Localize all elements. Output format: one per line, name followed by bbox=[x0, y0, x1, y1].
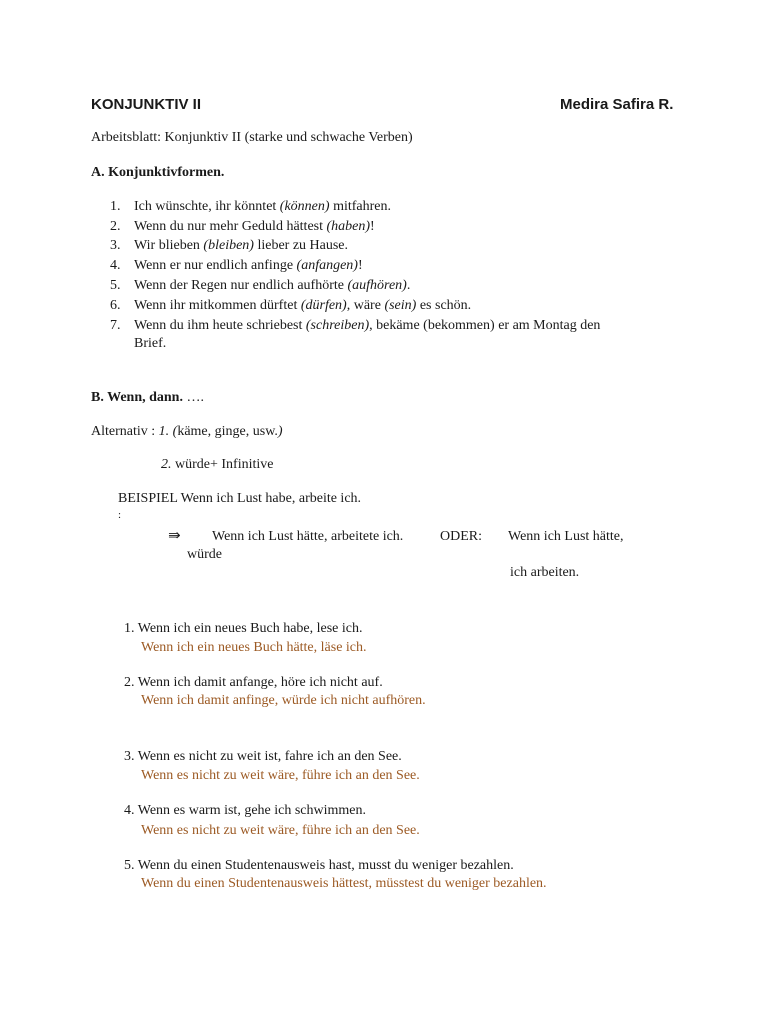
list-item: 6. Wenn ihr mitkommen dürftet (dürfen), wäre (sein) es schön. bbox=[110, 298, 472, 313]
alternative-1: Alternativ : 1. (käme, ginge, usw.) bbox=[91, 424, 283, 439]
section-b-title: B. Wenn, dann. …. bbox=[91, 390, 204, 405]
exercise-answer: Wenn du einen Studentenausweis hättest, müsstest du weniger bezahlen. bbox=[141, 876, 547, 891]
example-answer-b-wurde: würde bbox=[187, 547, 222, 562]
list-item-continuation: Brief. bbox=[134, 336, 167, 351]
exercise-answer: Wenn ich ein neues Buch hätte, läse ich. bbox=[141, 640, 367, 655]
exercise-answer: Wenn ich damit anfinge, würde ich nicht aufhören. bbox=[141, 693, 426, 708]
section-a-title: A. Konjunktivformen. bbox=[91, 165, 225, 180]
exercise-question: 5. Wenn du einen Studentenausweis hast, musst du weniger bezahlen. bbox=[124, 858, 514, 873]
right-arrow-icon: ⇛ bbox=[168, 526, 181, 544]
author-name: Medira Safira R. bbox=[560, 96, 674, 113]
example-answer-a: Wenn ich Lust hätte, arbeitete ich. bbox=[212, 529, 404, 544]
list-item: 1. Ich wünschte, ihr könntet (können) mitfahren. bbox=[110, 199, 391, 214]
oder-label: ODER: bbox=[440, 529, 482, 544]
example-colon: : bbox=[118, 509, 122, 521]
list-item: 4. Wenn er nur endlich anfinge (anfangen)! bbox=[110, 258, 363, 273]
exercise-question: 2. Wenn ich damit anfange, höre ich nicht auf. bbox=[124, 675, 383, 690]
example-answer-b: Wenn ich Lust hätte, bbox=[508, 529, 624, 544]
exercise-question: 3. Wenn es nicht zu weit ist, fahre ich an den See. bbox=[124, 749, 402, 764]
example-answer-b-end: ich arbeiten. bbox=[510, 565, 580, 580]
exercise-question: 1. Wenn ich ein neues Buch habe, lese ich. bbox=[124, 621, 363, 636]
exercise-answer: Wenn es nicht zu weit wäre, führe ich an den See. bbox=[141, 823, 420, 838]
list-item: 5. Wenn der Regen nur endlich aufhörte (aufhören). bbox=[110, 278, 411, 293]
example-sentence: BEISPIEL Wenn ich Lust habe, arbeite ich. bbox=[118, 491, 362, 506]
exercise-answer: Wenn es nicht zu weit wäre, führe ich an den See. bbox=[141, 768, 420, 783]
list-item: 3. Wir blieben (bleiben) lieber zu Hause. bbox=[110, 238, 349, 253]
document-title: KONJUNKTIV II bbox=[91, 96, 202, 113]
alternative-2: 2. würde+ Infinitive bbox=[161, 457, 274, 472]
list-item: 2. Wenn du nur mehr Geduld hättest (haben)! bbox=[110, 219, 375, 234]
list-item: 7. Wenn du ihm heute schriebest (schreiben), bekäme (bekommen) er am Montag den bbox=[110, 318, 601, 333]
worksheet-subtitle: Arbeitsblatt: Konjunktiv II (starke und schwache Verben) bbox=[91, 130, 413, 145]
exercise-question: 4. Wenn es warm ist, gehe ich schwimmen. bbox=[124, 803, 367, 818]
